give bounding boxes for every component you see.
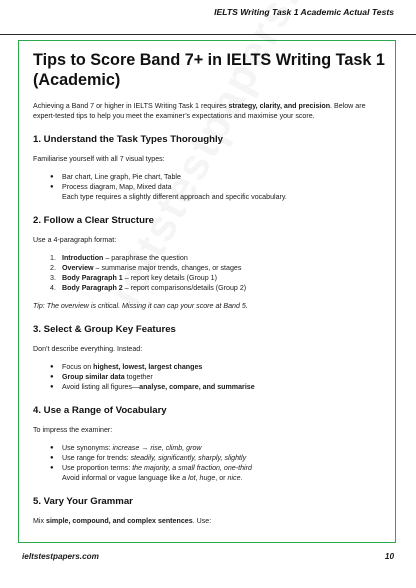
cont-italic: nice (227, 474, 241, 482)
section-5-heading: 5. Vary Your Grammar (33, 496, 133, 507)
page-number: 10 (384, 552, 394, 561)
section-2-text: Use a 4-paragraph format: (33, 236, 117, 244)
section-4-text: To impress the examiner: (33, 426, 113, 434)
section-3 (33, 324, 385, 392)
section-4-list (33, 443, 385, 473)
cont-text: Avoid informal or vague language like (62, 474, 183, 482)
list-item (50, 382, 385, 392)
item-text: – report key details (Group 1) (122, 274, 217, 282)
item-bold: Overview (62, 264, 94, 272)
document-body (33, 51, 385, 526)
list-item (50, 263, 385, 273)
item-number: 3. (50, 274, 56, 282)
intro-bold: strategy, clarity, and precision (228, 102, 331, 110)
page-header (0, 0, 416, 35)
item-italic: increase → rise, climb, grow (112, 444, 202, 452)
item-bold: analyse, compare, and summarise (139, 383, 255, 391)
section-5-text (33, 516, 385, 526)
item-italic: the majority, a small fraction, one-third (132, 464, 252, 472)
page-title: Tips to Score Band 7+ in IELTS Writing Task 1 (Academic) (33, 51, 385, 89)
item-text: Use synonyms: (62, 444, 113, 452)
item-text: Use range for trends: (62, 454, 131, 462)
cont-text: , or (215, 474, 228, 482)
cont-text: . (240, 474, 243, 482)
item-text: Use proportion terms: (62, 464, 133, 472)
item-text: – report comparisons/details (Group 2) (122, 284, 247, 292)
list-item: ● Process diagram, Map, Mixed data (50, 182, 385, 192)
intro-paragraph (33, 101, 385, 121)
item-bold: Introduction (62, 254, 104, 262)
list-item (50, 463, 385, 473)
list-item (50, 362, 385, 372)
section-2-heading: 2. Follow a Clear Structure (33, 215, 155, 226)
section-3-list (33, 362, 385, 392)
section-3-heading: 3. Select & Group Key Features (33, 324, 176, 335)
section-5 (33, 496, 385, 526)
text: . Use: (192, 517, 212, 525)
item-number: 4. (50, 284, 56, 292)
item-number: 1. (50, 254, 56, 262)
item-bold: Group similar data (62, 373, 125, 381)
list-item (50, 273, 385, 283)
list-item (50, 443, 385, 453)
tip-text: Tip: The overview is critical. Missing it can cap your score at Band 5. (33, 302, 248, 310)
section-1 (33, 134, 385, 202)
item-number: 2. (50, 264, 56, 272)
item-text: – summarise major trends, changes, or stages (93, 264, 242, 272)
section-2-tip (33, 301, 385, 311)
section-3-text: Don’t describe everything. Instead: (33, 345, 143, 353)
section-2 (33, 215, 385, 311)
section-4-continuation (33, 473, 385, 483)
footer-site: ieltstestpapers.com (22, 552, 99, 561)
item-text: – paraphrase the question (103, 254, 188, 262)
section-1-text: Familiarise yourself with all 7 visual types: (33, 155, 165, 163)
section-1-continuation: Each type requires a slightly different approach and specific vocabulary. (62, 193, 287, 201)
item-bold: Body Paragraph 1 (62, 274, 123, 282)
item-text: Focus on (62, 363, 94, 371)
section-4 (33, 405, 385, 483)
item-bold: Body Paragraph 2 (62, 284, 123, 292)
list-item (50, 372, 385, 382)
list-item: ● Bar chart, Line graph, Pie chart, Table (50, 172, 385, 182)
list-item (50, 253, 385, 263)
section-1-heading: 1. Understand the Task Types Thoroughly (33, 134, 223, 145)
section-2-list (33, 253, 385, 293)
item-italic: steadily, significantly, sharply, slightly (130, 454, 247, 462)
text-bold: simple, compound, and complex sentences (46, 517, 193, 525)
cont-italic: a lot, huge (182, 474, 216, 482)
item-text: together (124, 373, 153, 381)
list-item (50, 283, 385, 293)
intro-text: Achieving a Band 7 or higher in IELTS Writing Task 1 requires (33, 102, 229, 110)
section-1-list (33, 172, 385, 192)
item-bold: highest, lowest, largest changes (93, 363, 203, 371)
text: Mix (33, 517, 47, 525)
header-title: IELTS Writing Task 1 Academic Actual Tests (214, 7, 394, 17)
section-4-heading: 4. Use a Range of Vocabulary (33, 405, 167, 416)
list-item (50, 453, 385, 463)
item-text: Avoid listing all figures— (62, 383, 140, 391)
intro-text-end: . Below are expert-tested tips to help you meet the examiner’s expectations and maximise your score. (33, 102, 366, 120)
